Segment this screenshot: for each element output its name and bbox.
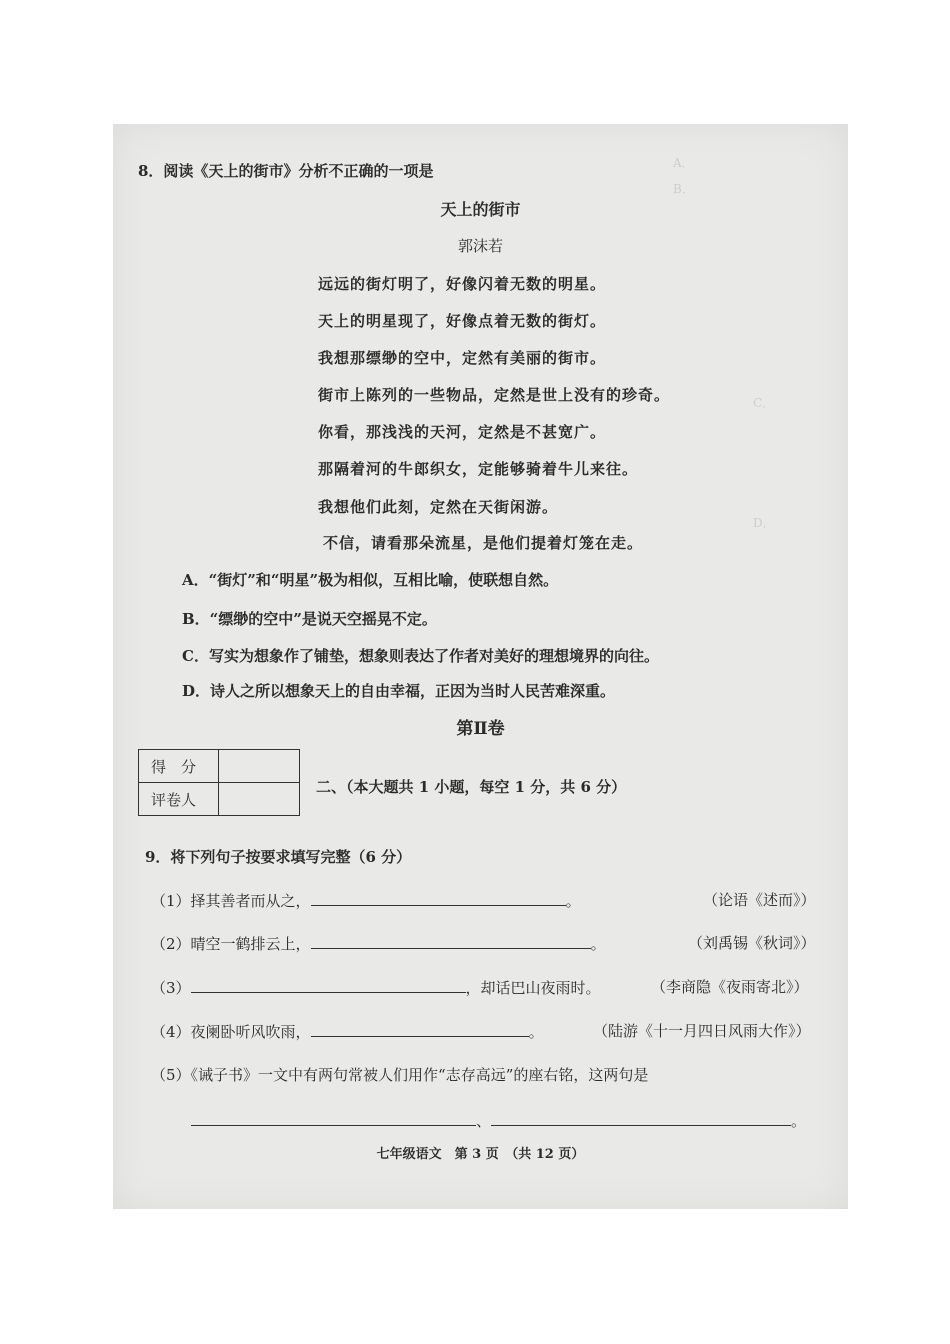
fill-item-5-answer — [191, 1109, 806, 1131]
answer-blank-5a[interactable] — [191, 1109, 476, 1126]
item-number: （4） — [151, 1023, 191, 1041]
option-a: A．“街灯”和“明星”极为相似，互相比喻，使联想自然。 — [182, 571, 559, 589]
fill-item-1 — [151, 889, 581, 911]
poem-author: 郭沫若 — [457, 237, 503, 255]
poem-line: 那隔着河的牛郎织女，定能够骑着牛儿来往。 — [318, 460, 639, 478]
option-d: D．诗人之所以想象天上的自由幸福，正因为当时人民苦难深重。 — [182, 682, 616, 700]
answer-blank-4[interactable] — [311, 1020, 529, 1037]
question-8-title: 8．阅读《天上的街市》分析不正确的一项是 — [138, 162, 434, 180]
exam-page — [113, 124, 848, 1209]
option-b: B．“缥缈的空中”是说天空摇晃不定。 — [182, 610, 437, 628]
answer-separator: 、 — [476, 1112, 492, 1130]
bleed-through-text: D． — [753, 516, 775, 530]
poem-line: 不信，请看那朵流星，是他们提着灯笼在走。 — [323, 534, 644, 552]
score-cell[interactable] — [219, 750, 300, 783]
fill-item-2 — [151, 932, 606, 954]
poem-line: 我想他们此刻，定然在天街闲游。 — [318, 498, 559, 516]
fill-item-5: （5）《诫子书》一文中有两句常被人们用作“志存高远”的座右铭，这两句是 — [151, 1066, 649, 1084]
score-table — [138, 749, 300, 816]
answer-blank-2[interactable] — [311, 932, 591, 949]
poem-title: 天上的街市 — [440, 200, 521, 219]
section-title: 第Ⅱ卷 — [456, 719, 505, 739]
question-9-title: 9．将下列句子按要求填写完整（6 分） — [145, 848, 412, 866]
poem-line: 街市上陈列的一些物品，定然是世上没有的珍奇。 — [318, 386, 671, 404]
item-prefix: 夜阑卧听风吹雨， — [190, 1023, 311, 1041]
fill-item-4 — [151, 1020, 544, 1042]
score-label: 得 分 — [139, 750, 219, 783]
item-suffix: 。 — [565, 892, 581, 910]
item-number: （2） — [151, 935, 191, 953]
answer-blank-3[interactable] — [191, 976, 466, 993]
option-c: C．写实为想象作了铺垫，想象则表达了作者对美好的理想境界的向往。 — [182, 647, 659, 665]
answer-blank-1[interactable] — [311, 889, 566, 906]
item-prefix: 晴空一鹤排云上， — [190, 935, 311, 953]
source-1: （论语《述而》） — [703, 891, 816, 909]
poem-line: 我想那缥缈的空中，定然有美丽的街市。 — [318, 349, 607, 367]
item-number: （1） — [151, 892, 191, 910]
fill-item-3 — [151, 976, 601, 998]
bleed-through-text: C． — [753, 396, 775, 410]
grader-label: 评卷人 — [139, 783, 219, 816]
answer-blank-5b[interactable] — [491, 1109, 791, 1126]
source-4: （陆游《十一月四日风雨大作》） — [593, 1022, 811, 1040]
answer-end: 。 — [791, 1112, 807, 1130]
item-suffix: 。 — [528, 1023, 544, 1041]
item-prefix: 择其善者而从之， — [190, 892, 311, 910]
bleed-through-text: A． — [673, 156, 694, 170]
grader-cell[interactable] — [219, 783, 300, 816]
source-2: （刘禹锡《秋词》） — [688, 934, 816, 952]
item-number: （3） — [151, 979, 191, 997]
item-suffix: ，却话巴山夜雨时。 — [465, 979, 601, 997]
bleed-through-text: B． — [673, 182, 694, 196]
item-suffix: 。 — [590, 935, 606, 953]
poem-line: 远远的街灯明了，好像闪着无数的明星。 — [318, 275, 607, 293]
poem-line: 天上的明星现了，好像点着无数的街灯。 — [318, 312, 607, 330]
section-heading: 二、（本大题共 1 小题，每空 1 分，共 6 分） — [316, 778, 627, 796]
poem-line: 你看，那浅浅的天河，定然是不甚宽广。 — [318, 423, 607, 441]
source-3: （李商隐《夜雨寄北》） — [651, 978, 809, 996]
page-footer: 七年级语文 第 3 页 （共 12 页） — [376, 1147, 585, 1162]
